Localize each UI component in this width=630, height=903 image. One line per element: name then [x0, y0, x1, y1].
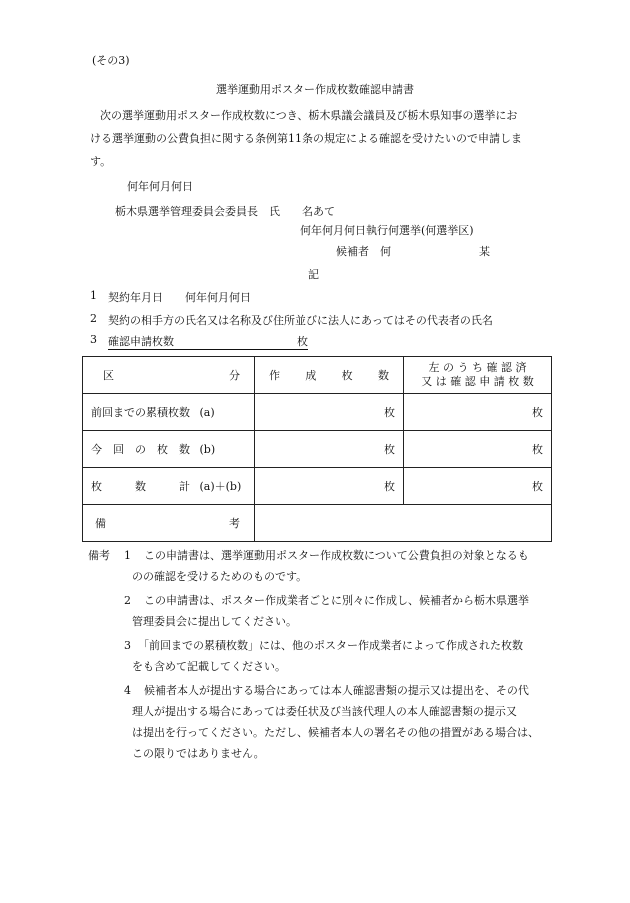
row-kakunin-cell[interactable]: 枚 [404, 468, 552, 505]
item-number-2: 2 [90, 312, 97, 325]
form-number: (その3) [92, 54, 130, 67]
note-text: この限りではありません。 [132, 747, 265, 760]
item-application-unit: 枚 [297, 335, 308, 348]
note-number: 1 [124, 549, 131, 562]
note-text: は提出を行ってください。ただし、候補者本人の署名その他の措置がある場合は、 [132, 726, 539, 739]
note-text: 管理委員会に提出してください。 [132, 615, 297, 628]
header-kubun: 区 分 [83, 357, 255, 394]
candidate-name: 何 某 [380, 245, 490, 258]
table-row [83, 468, 552, 505]
notes-heading: 備考 [88, 549, 110, 562]
item-contract-date: 契約年月日 何年何月何日 [108, 291, 251, 304]
intro-line-2: ける選挙運動の公費負担に関する条例第11条の規定による確認を受けたいので申請しま [90, 132, 522, 145]
note-number: 4 [124, 684, 131, 697]
note-text: この申請書は、ポスター作成業者ごとに別々に作成し、候補者から栃木県選挙 [144, 594, 529, 607]
note-number: 2 [124, 594, 131, 607]
row-kakunin-cell[interactable]: 枚 [404, 431, 552, 468]
note-text: 候補者本人が提出する場合にあっては本人確認書類の提示又は提出を、その代 [144, 684, 529, 697]
row-sakusei-cell[interactable]: 枚 [255, 394, 404, 431]
table-row [83, 431, 552, 468]
table-header-row [83, 357, 552, 394]
intro-line-1: 次の選挙運動用ポスター作成枚数につき、栃木県議会議員及び栃木県知事の選挙にお [100, 109, 518, 122]
note-text: 「前回までの累積枚数」には、他のポスター作成業者によって作成された枚数 [138, 639, 523, 652]
bikou-cell[interactable] [255, 505, 552, 542]
note-text: 理人が提出する場合にあっては委任状及び当該代理人の本人確認書類の提示又 [132, 705, 517, 718]
election-name: 何年何月何日執行何選挙(何選挙区) [300, 224, 474, 237]
note-text: をも含めて記載してください。 [132, 660, 286, 673]
row-label: 前回までの累積枚数 (a) [83, 394, 255, 431]
application-date: 何年何月何日 [127, 180, 193, 193]
addressee: 栃木県選挙管理委員会委員長 氏 名あて [115, 205, 335, 218]
row-label: 今 回 の 枚 数 (b) [83, 431, 255, 468]
row-label: 枚 数 計 (a)＋(b) [83, 468, 255, 505]
row-sakusei-cell[interactable]: 枚 [255, 468, 404, 505]
table-row [83, 394, 552, 431]
note-text: この申請書は、選挙運動用ポスター作成枚数について公費負担の対象となるも [144, 549, 529, 562]
bikou-label: 備 考 [83, 505, 255, 542]
table-bikou-row [83, 505, 552, 542]
item-number-3: 3 [90, 333, 97, 346]
header-sakusei-maisu: 作 成 枚 数 [255, 357, 404, 394]
page-title: 選挙運動用ポスター作成枚数確認申請書 [216, 83, 414, 96]
item-application-label: 確認申請枚数 [108, 335, 174, 348]
candidate-label: 候補者 [336, 245, 369, 258]
count-table [82, 356, 552, 542]
row-sakusei-cell[interactable]: 枚 [255, 431, 404, 468]
note-text: のの確認を受けるためのものです。 [132, 570, 308, 583]
item-number-1: 1 [90, 289, 97, 302]
item-application-count [108, 333, 308, 350]
ki-mark: 記 [308, 268, 319, 281]
row-kakunin-cell[interactable]: 枚 [404, 394, 552, 431]
item-contractor: 契約の相手方の氏名又は名称及び住所並びに法人にあってはその代表者の氏名 [108, 314, 493, 327]
intro-line-3: す。 [90, 155, 112, 168]
notes-section [88, 545, 558, 775]
note-number: 3 [124, 639, 131, 652]
header-kakunin-maisu: 左 の う ち 確 認 済 又 は 確 認 申 請 枚 数 [404, 357, 552, 394]
